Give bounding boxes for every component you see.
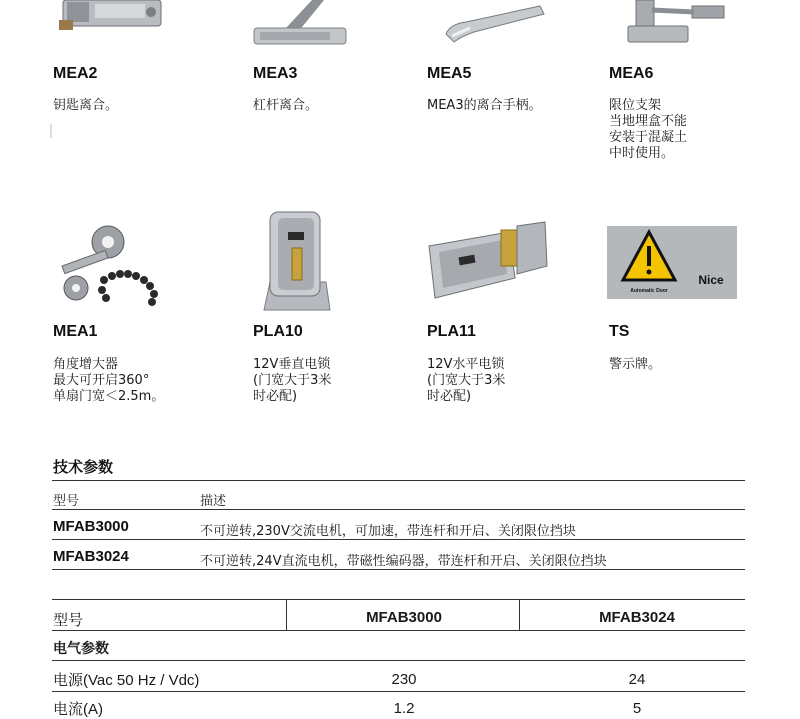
table-rule — [52, 660, 745, 661]
accessory-code: MEA2 — [53, 65, 98, 82]
table-rule — [52, 630, 745, 631]
table-rule — [52, 599, 745, 600]
ts-sign-image — [607, 226, 737, 299]
sign-brand: Nice — [698, 273, 724, 287]
spec-col-a: MFAB3000 — [366, 609, 442, 626]
tech-col-model: 型号 — [53, 494, 80, 509]
accessory-code: MEA1 — [53, 323, 98, 340]
tech-row-desc: 不可逆转,24V直流电机，带磁性编码器，带连杆和开启、关闭限位挡块 — [200, 554, 607, 569]
mea3-image — [250, 0, 350, 52]
accessory-desc: 限位支架 当地埋盒不能 安装于混凝土 中时使用。 — [609, 98, 688, 161]
accessory-code: MEA3 — [253, 65, 298, 82]
table-divider — [519, 599, 520, 631]
table-divider — [286, 599, 287, 631]
accessory-desc: 钥匙离合。 — [53, 98, 119, 113]
pla11-image — [425, 218, 550, 300]
table-rule — [52, 569, 745, 570]
tech-row-model: MFAB3000 — [53, 518, 129, 535]
tech-row-desc: 不可逆转,230V交流电机，可加速，带连杆和开启、关闭限位挡块 — [200, 524, 576, 539]
spec-section: 电气参数 — [53, 640, 109, 656]
accessory-desc: MEA3的离合手柄。 — [427, 98, 542, 113]
table-rule — [52, 539, 745, 540]
tech-row-model: MFAB3024 — [53, 548, 129, 565]
accessory-code: MEA5 — [427, 65, 472, 82]
accessory-desc: 12V垂直电锁 (门宽大于3米 时必配) — [253, 357, 332, 404]
accessory-code: PLA11 — [427, 323, 476, 340]
table-rule — [52, 480, 745, 481]
spec-row-a: 1.2 — [393, 700, 415, 717]
spec-row-a: 230 — [391, 671, 417, 688]
sign-text: Automatic Door — [630, 288, 668, 294]
spec-col-b: MFAB3024 — [599, 609, 675, 626]
margin-mark — [50, 124, 52, 138]
accessory-desc: 12V水平电锁 (门宽大于3米 时必配) — [427, 357, 506, 404]
table-rule — [52, 691, 745, 692]
table-rule — [52, 509, 745, 510]
spec-row-b: 24 — [628, 671, 646, 688]
spec-row-label: 电流(A) — [53, 701, 103, 718]
spec-row-label: 电源(Vac 50 Hz / Vdc) — [53, 672, 200, 689]
spec-row-b: 5 — [632, 700, 642, 717]
accessory-desc: 杠杆离合。 — [253, 98, 319, 113]
mea1-image — [58, 222, 170, 314]
tech-section-title: 技术参数 — [53, 458, 114, 476]
accessory-desc: 警示牌。 — [609, 357, 662, 372]
spec-col-model: 型号 — [53, 612, 84, 629]
accessory-code: MEA6 — [609, 65, 654, 82]
tech-col-desc: 描述 — [200, 494, 227, 509]
pla10-image — [262, 210, 332, 312]
mea2-image — [55, 0, 165, 40]
accessory-desc: 角度增大器 最大可开启360° 单扇门宽＜2.5m。 — [53, 357, 165, 404]
mea6-image — [622, 0, 732, 48]
accessory-code: TS — [609, 323, 630, 340]
mea5-image — [440, 0, 550, 45]
accessory-code: PLA10 — [253, 323, 303, 340]
